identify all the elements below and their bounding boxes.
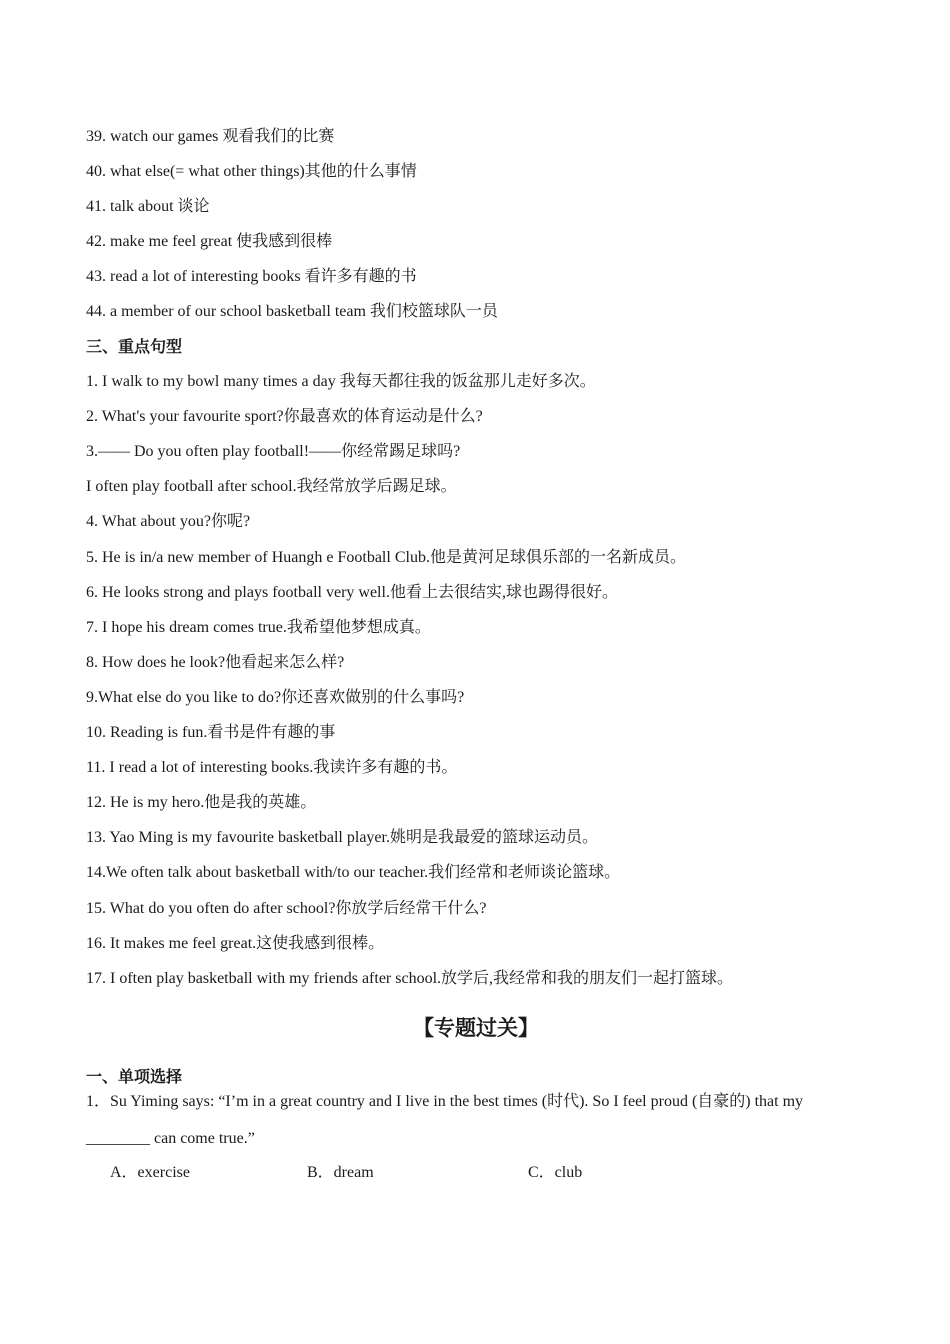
phrase-43: 43. read a lot of interesting books 看许多有趣的书 (86, 268, 417, 285)
sentence-15: 15. What do you often do after school?你放学后经常干什么? (86, 900, 487, 917)
phrase-40: 40. what else(= what other things)其他的什么事情 (86, 163, 417, 180)
sentence-14: 14.We often talk about basketball with/to our teacher.我们经常和老师谈论篮球。 (86, 864, 621, 881)
sentence-11: 11. I read a lot of interesting books.我读许多有趣的书。 (86, 759, 458, 776)
sentence-16: 16. It makes me feel great.这使我感到很棒。 (86, 935, 385, 952)
sentence-5: 5. He is in/a new member of Huangh e Football Club.他是黄河足球俱乐部的一名新成员。 (86, 549, 686, 566)
sentence-1: 1. I walk to my bowl many times a day 我每天都往我的饭盆那儿走好多次。 (86, 373, 596, 390)
special-title: 【专题过关】 (413, 1016, 539, 1040)
sentence-8: 8. How does he look?他看起来怎么样? (86, 654, 345, 671)
sentence-2: 2. What's your favourite sport?你最喜欢的体育运动是什么? (86, 408, 483, 425)
sentence-10: 10. Reading is fun.看书是件有趣的事 (86, 724, 336, 741)
sentence-6: 6. He looks strong and plays football very well.他看上去很结实,球也踢得很好。 (86, 584, 618, 601)
sentence-9: 9.What else do you like to do?你还喜欢做别的什么事吗? (86, 689, 465, 706)
phrase-39: 39. watch our games 观看我们的比赛 (86, 128, 335, 145)
phrase-42: 42. make me feel great 使我感到很棒 (86, 233, 333, 250)
phrase-41: 41. talk about 谈论 (86, 198, 210, 215)
option-a[interactable]: A．exercise (110, 1164, 190, 1181)
sentence-12: 12. He is my hero.他是我的英雄。 (86, 794, 317, 811)
sentence-3-answer: I often play football after school.我经常放学后踢足球。 (86, 478, 457, 495)
phrase-44: 44. a member of our school basketball team 我们校篮球队一员 (86, 303, 498, 320)
question-1-stem: 1．Su Yiming says: “I’m in a great country and I live in the best times (时代). So I feel proud (自豪的) that my (86, 1093, 804, 1110)
option-b[interactable]: B．dream (307, 1164, 374, 1181)
sentence-3: 3.—— Do you often play football!——你经常踢足球吗? (86, 443, 461, 460)
sentence-13: 13. Yao Ming is my favourite basketball player.姚明是我最爱的篮球运动员。 (86, 829, 598, 846)
mc-heading: 一、单项选择 (86, 1069, 183, 1086)
sentence-4: 4. What about you?你呢? (86, 513, 251, 530)
sentence-17: 17. I often play basketball with my friends after school.放学后,我经常和我的朋友们一起打篮球。 (86, 970, 734, 987)
option-c[interactable]: C．club (528, 1164, 583, 1181)
question-1-stem-cont: ________ can come true.” (86, 1130, 255, 1147)
sentence-7: 7. I hope his dream comes true.我希望他梦想成真。 (86, 619, 431, 636)
section3-heading: 三、重点句型 (86, 339, 183, 356)
